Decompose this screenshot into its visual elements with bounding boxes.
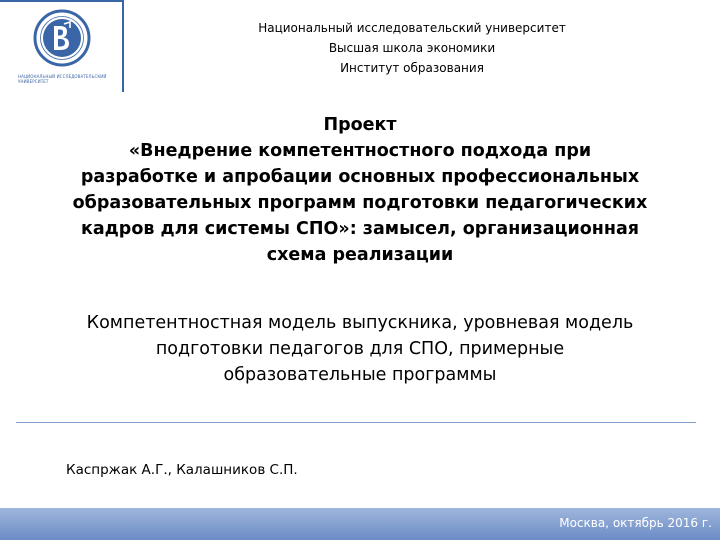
project-label: Проект	[323, 115, 397, 135]
subtitle-block	[40, 310, 680, 388]
subtitle-line: образовательные программы	[223, 365, 497, 385]
project-title-line: кадров для системы СПО»: замысел, организационная	[80, 219, 640, 239]
logo-caption-line2: УНИВЕРСИТЕТ	[18, 79, 49, 84]
subtitle-line: подготовки педагогов для СПО, примерные	[155, 339, 565, 359]
footer-bar	[0, 508, 720, 540]
header-line2: Высшая школа экономики	[328, 41, 496, 55]
project-title-line: «Внедрение компетентностного подхода при	[128, 141, 592, 161]
project-title-line: схема реализации	[266, 245, 454, 265]
project-title-line: разработке и апробации основных профессиональных	[80, 167, 640, 187]
subtitle-line: Компетентностная модель выпускника, уровневая модель	[86, 313, 634, 333]
authors: Каспржак А.Г., Калашников С.П.	[66, 462, 298, 478]
top-rule	[0, 0, 122, 2]
project-title-block	[40, 112, 680, 268]
institution-header	[124, 18, 700, 78]
hse-logo-emblem	[18, 8, 114, 72]
logo-caption-line1: НАЦИОНАЛЬНЫЙ ИССЛЕДОВАТЕЛЬСКИЙ	[18, 74, 107, 79]
content-divider	[16, 422, 696, 423]
header-line3: Институт образования	[340, 61, 484, 75]
hse-logo	[18, 8, 114, 90]
project-title-line: образовательных программ подготовки педагогических	[72, 193, 648, 213]
footer-location-date: Москва, октябрь 2016 г.	[559, 516, 712, 530]
header-line1: Национальный исследовательский университет	[258, 21, 566, 35]
